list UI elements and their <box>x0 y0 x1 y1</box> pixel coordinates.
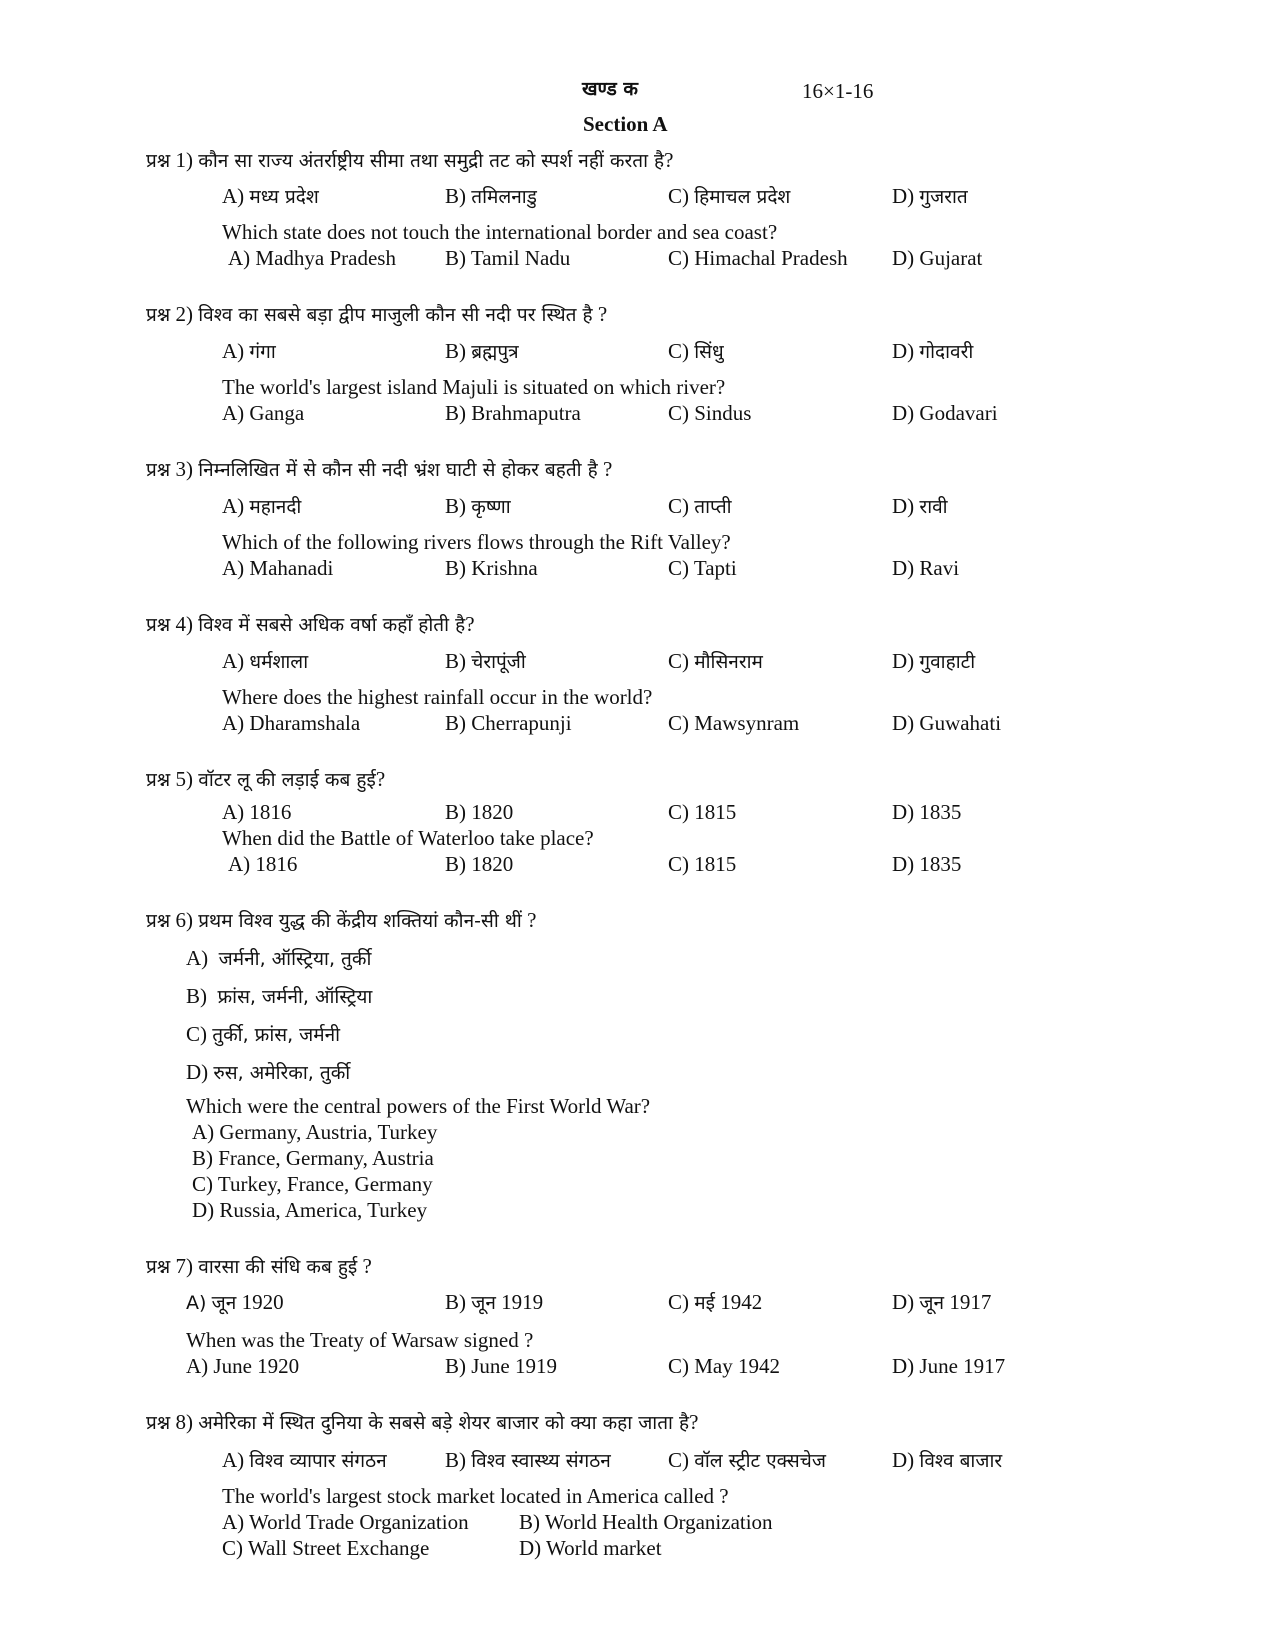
section-title-hindi: खण्ड क <box>582 78 638 100</box>
q1-option-a: A) Madhya Pradesh <box>228 246 396 270</box>
q4-option-b: B) Cherrapunji <box>445 711 572 735</box>
question-7-hindi: प्रश्न 7) वारसा की संधि कब हुई ? <box>146 1254 372 1278</box>
q3-option-b: B) Krishna <box>445 556 538 580</box>
q8-option-c-hindi: C) वॉल स्ट्रीट एक्सचेज <box>668 1448 826 1472</box>
question-1-hindi: प्रश्न 1) कौन सा राज्य अंतर्राष्ट्रीय सीमा तथा समुद्री तट को स्पर्श नहीं करता है? <box>146 148 674 172</box>
q7-option-a-hindi: A) जून 1920 <box>186 1290 284 1314</box>
q7-option-c: C) May 1942 <box>668 1354 780 1378</box>
question-7-english: When was the Treaty of Warsaw signed ? <box>186 1328 534 1352</box>
q5-option-a-hindi: A) 1816 <box>222 800 292 824</box>
question-1-english: Which state does not touch the international border and sea coast? <box>222 220 778 244</box>
q8-option-c: C) Wall Street Exchange <box>222 1536 430 1560</box>
question-5-hindi: प्रश्न 5) वॉटर लू की लड़ाई कब हुई? <box>146 767 386 791</box>
q8-option-b-hindi: B) विश्व स्वास्थ्य संगठन <box>445 1448 611 1472</box>
q4-option-a: A) Dharamshala <box>222 711 361 735</box>
q4-option-d: D) Guwahati <box>892 711 1002 735</box>
q5-option-b: B) 1820 <box>445 852 514 876</box>
q6-option-b: B) France, Germany, Austria <box>192 1146 434 1170</box>
q7-option-b: B) June 1919 <box>445 1354 557 1378</box>
q3-option-c-hindi: C) ताप्ती <box>668 494 732 518</box>
q6-option-d: D) Russia, America, Turkey <box>192 1198 428 1222</box>
q3-option-d: D) Ravi <box>892 556 960 580</box>
question-2-hindi: प्रश्न 2) विश्व का सबसे बड़ा द्वीप माजुली कौन सी नदी पर स्थित है ? <box>146 302 608 326</box>
q1-option-d-hindi: D) गुजरात <box>892 184 968 208</box>
q4-option-c: C) Mawsynram <box>668 711 800 735</box>
question-4-hindi: प्रश्न 4) विश्व में सबसे अधिक वर्षा कहाँ होती है? <box>146 612 475 636</box>
q8-option-a-hindi: A) विश्व व्यापार संगठन <box>222 1448 387 1472</box>
q2-option-a: A) Ganga <box>222 401 305 425</box>
question-4-english: Where does the highest rainfall occur in the world? <box>222 685 653 709</box>
q5-option-b-hindi: B) 1820 <box>445 800 514 824</box>
question-3-hindi: प्रश्न 3) निम्नलिखित में से कौन सी नदी भ्रंश घाटी से होकर बहती है ? <box>146 457 613 481</box>
q5-option-d: D) 1835 <box>892 852 962 876</box>
q6-option-c-hindi: C) तुर्की, फ्रांस, जर्मनी <box>186 1022 341 1046</box>
q5-option-c: C) 1815 <box>668 852 737 876</box>
q6-option-b-hindi: B) फ्रांस, जर्मनी, ऑस्ट्रिया <box>186 984 373 1008</box>
q8-option-b: B) World Health Organization <box>519 1510 773 1534</box>
q4-option-d-hindi: D) गुवाहाटी <box>892 649 976 673</box>
q4-option-a-hindi: A) धर्मशाला <box>222 649 309 673</box>
q3-option-a: A) Mahanadi <box>222 556 334 580</box>
q2-option-d: D) Godavari <box>892 401 998 425</box>
question-6-english: Which were the central powers of the First World War? <box>186 1094 651 1118</box>
q1-option-c-hindi: C) हिमाचल प्रदेश <box>668 184 791 208</box>
q6-option-c: C) Turkey, France, Germany <box>192 1172 433 1196</box>
q5-option-d-hindi: D) 1835 <box>892 800 962 824</box>
q2-option-c-hindi: C) सिंधु <box>668 339 724 363</box>
q7-option-b-hindi: B) जून 1919 <box>445 1290 544 1314</box>
q1-option-a-hindi: A) मध्य प्रदेश <box>222 184 319 208</box>
q1-option-b-hindi: B) तमिलनाडु <box>445 184 537 208</box>
q4-option-b-hindi: B) चेरापूंजी <box>445 649 526 673</box>
q5-option-a: A) 1816 <box>228 852 298 876</box>
q7-option-d: D) June 1917 <box>892 1354 1006 1378</box>
q2-option-b: B) Brahmaputra <box>445 401 581 425</box>
section-title-english: Section A <box>583 112 668 136</box>
q2-option-c: C) Sindus <box>668 401 752 425</box>
marks-scheme: 16×1-16 <box>802 79 874 103</box>
q6-option-d-hindi: D) रुस, अमेरिका, तुर्की <box>186 1060 351 1084</box>
q5-option-c-hindi: C) 1815 <box>668 800 737 824</box>
q8-option-d: D) World market <box>519 1536 662 1560</box>
q3-option-b-hindi: B) कृष्णा <box>445 494 511 518</box>
q2-option-b-hindi: B) ब्रह्मपुत्र <box>445 339 519 363</box>
q3-option-c: C) Tapti <box>668 556 737 580</box>
q2-option-d-hindi: D) गोदावरी <box>892 339 974 363</box>
question-2-english: The world's largest island Majuli is situated on which river? <box>222 375 726 399</box>
q8-option-a: A) World Trade Organization <box>222 1510 469 1534</box>
question-5-english: When did the Battle of Waterloo take place? <box>222 826 594 850</box>
question-6-hindi: प्रश्न 6) प्रथम विश्व युद्ध की केंद्रीय शक्तियां कौन-सी थीं ? <box>146 908 537 932</box>
q3-option-a-hindi: A) महानदी <box>222 494 302 518</box>
q6-option-a-hindi: A) जर्मनी, ऑस्ट्रिया, तुर्की <box>186 946 372 970</box>
q2-option-a-hindi: A) गंगा <box>222 339 276 363</box>
question-8-english: The world's largest stock market located in America called ? <box>222 1484 729 1508</box>
q1-option-d: D) Gujarat <box>892 246 983 270</box>
question-3-english: Which of the following rivers flows through the Rift Valley? <box>222 530 731 554</box>
q8-option-d-hindi: D) विश्व बाजार <box>892 1448 1003 1472</box>
q7-option-d-hindi: D) जून 1917 <box>892 1290 992 1314</box>
q4-option-c-hindi: C) मौसिनराम <box>668 649 763 673</box>
question-8-hindi: प्रश्न 8) अमेरिका में स्थित दुनिया के सबसे बड़े शेयर बाजार को क्या कहा जाता है? <box>146 1410 699 1434</box>
q7-option-a: A) June 1920 <box>186 1354 300 1378</box>
q6-option-a: A) Germany, Austria, Turkey <box>192 1120 438 1144</box>
q1-option-b: B) Tamil Nadu <box>445 246 571 270</box>
q7-option-c-hindi: C) मई 1942 <box>668 1290 763 1314</box>
q3-option-d-hindi: D) रावी <box>892 494 948 518</box>
q1-option-c: C) Himachal Pradesh <box>668 246 848 270</box>
